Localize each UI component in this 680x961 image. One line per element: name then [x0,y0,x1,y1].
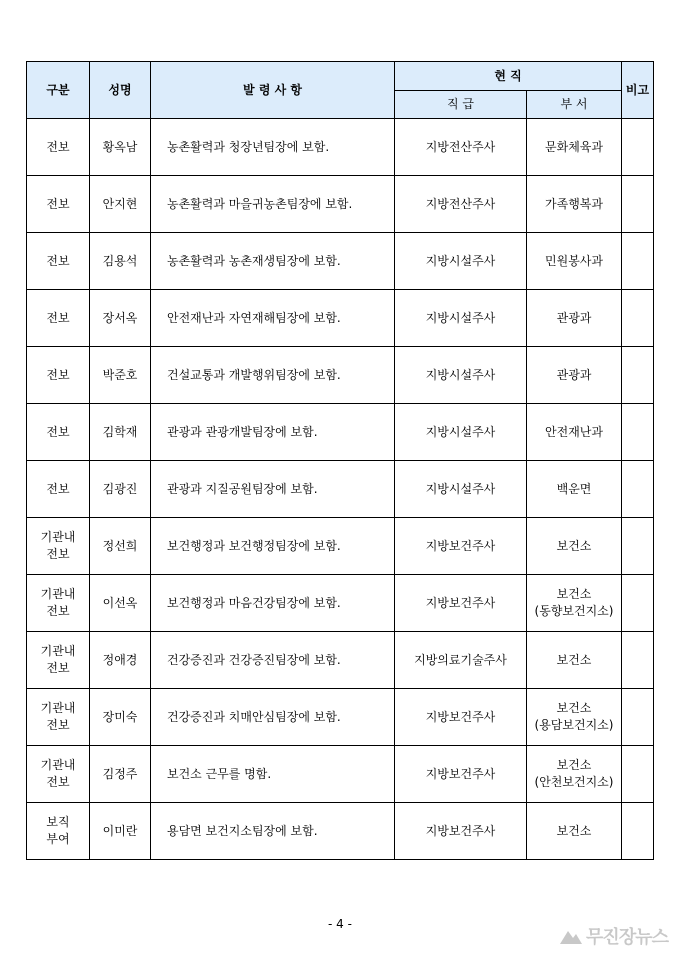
mountain-logo-icon [560,927,582,945]
rank-cell: 지방보건주사 [395,518,527,575]
table-row [27,746,654,803]
table-row [27,632,654,689]
name-cell: 김학재 [90,404,151,461]
order-cell: 용담면 보건지소팀장에 보함. [151,803,395,860]
rank-cell: 지방보건주사 [395,575,527,632]
rank-cell: 지방의료기술주사 [395,632,527,689]
name-cell: 안지현 [90,176,151,233]
category-line: 전보 [46,139,70,154]
category-line: 기관내 [40,758,76,772]
category-line: 전보 [46,547,70,561]
rank-cell: 지방시설주사 [395,461,527,518]
note-cell [622,461,654,518]
dept-line: (안천보건지소) [534,775,614,789]
note-cell [622,689,654,746]
table-row [27,176,654,233]
rank-cell: 지방시설주사 [395,404,527,461]
category-cell [27,803,90,860]
note-cell [622,290,654,347]
category-line: 전보 [46,481,70,496]
note-cell [622,575,654,632]
dept-line: 보건소 [556,652,592,667]
header-current: 현 직 [395,62,622,91]
note-cell [622,803,654,860]
table-row [27,119,654,176]
note-cell [622,347,654,404]
table-row [27,518,654,575]
note-cell [622,518,654,575]
dept-cell [527,518,622,575]
category-line: 보직 [46,815,70,829]
order-cell: 건강증진과 건강증진팀장에 보함. [151,632,395,689]
header-name: 성명 [90,62,151,119]
watermark-text: 무진장뉴스 [586,927,668,948]
dept-line: 민원봉사과 [545,253,603,268]
name-cell: 장서옥 [90,290,151,347]
table-row [27,290,654,347]
table-row [27,575,654,632]
category-cell [27,119,90,176]
category-line: 전보 [46,775,70,789]
header-rank: 직 급 [395,91,527,119]
category-cell [27,176,90,233]
category-cell [27,461,90,518]
dept-line: 보건소 [556,538,592,553]
watermark [560,923,668,949]
dept-line: 보건소 [556,701,592,715]
dept-cell [527,461,622,518]
rank-cell: 지방전산주사 [395,176,527,233]
dept-cell [527,803,622,860]
table-row [27,803,654,860]
header-category: 구분 [27,62,90,119]
rank-cell: 지방전산주사 [395,119,527,176]
order-cell: 건강증진과 치매안심팀장에 보함. [151,689,395,746]
name-cell: 정선희 [90,518,151,575]
note-cell [622,404,654,461]
dept-cell [527,233,622,290]
note-cell [622,176,654,233]
dept-line: (동향보건지소) [534,604,614,618]
category-line: 전보 [46,661,70,675]
category-line: 기관내 [40,644,76,658]
order-cell: 보건행정과 마음건강팀장에 보함. [151,575,395,632]
dept-line: 가족행복과 [545,196,603,211]
category-line: 기관내 [40,587,76,601]
dept-line: 문화체육과 [545,139,603,154]
name-cell: 박준호 [90,347,151,404]
dept-line: 안전재난과 [545,424,603,439]
name-cell: 황옥남 [90,119,151,176]
header-dept: 부 서 [527,91,622,119]
order-cell: 건설교통과 개발행위팀장에 보함. [151,347,395,404]
table-row [27,347,654,404]
dept-line: 관광과 [556,310,592,325]
category-line: 전보 [46,253,70,268]
dept-cell [527,575,622,632]
table-row [27,689,654,746]
category-cell [27,689,90,746]
category-cell [27,746,90,803]
rank-cell: 지방시설주사 [395,233,527,290]
order-cell: 안전재난과 자연재해팀장에 보함. [151,290,395,347]
order-cell: 관광과 지질공원팀장에 보함. [151,461,395,518]
dept-line: 백운면 [556,481,592,496]
category-line: 부여 [46,832,70,846]
dept-line: 보건소 [556,587,592,601]
category-line: 전보 [46,310,70,325]
name-cell: 정애경 [90,632,151,689]
order-cell: 보건소 근무를 명함. [151,746,395,803]
table-row [27,461,654,518]
category-cell [27,347,90,404]
category-cell [27,632,90,689]
dept-cell [527,119,622,176]
dept-cell [527,746,622,803]
name-cell: 이선옥 [90,575,151,632]
order-cell: 농촌활력과 청장년팀장에 보함. [151,119,395,176]
dept-cell [527,347,622,404]
name-cell: 장미숙 [90,689,151,746]
note-cell [622,746,654,803]
table-row [27,233,654,290]
name-cell: 김정주 [90,746,151,803]
dept-line: (용담보건지소) [534,718,614,732]
category-cell [27,575,90,632]
category-cell [27,233,90,290]
rank-cell: 지방보건주사 [395,689,527,746]
category-line: 전보 [46,367,70,382]
category-cell [27,518,90,575]
header-note: 비고 [622,62,654,119]
rank-cell: 지방시설주사 [395,347,527,404]
dept-line: 보건소 [556,758,592,772]
category-line: 기관내 [40,530,76,544]
category-line: 전보 [46,604,70,618]
name-cell: 이미란 [90,803,151,860]
category-line: 기관내 [40,701,76,715]
table-row [27,404,654,461]
note-cell [622,632,654,689]
dept-cell [527,689,622,746]
note-cell [622,119,654,176]
dept-cell [527,404,622,461]
dept-cell [527,176,622,233]
rank-cell: 지방시설주사 [395,290,527,347]
rank-cell: 지방보건주사 [395,746,527,803]
category-cell [27,404,90,461]
order-cell: 농촌활력과 농촌재생팀장에 보함. [151,233,395,290]
page-number: - 4 - [328,917,352,931]
category-line: 전보 [46,196,70,211]
personnel-table [26,61,654,860]
dept-line: 관광과 [556,367,592,382]
name-cell: 김광진 [90,461,151,518]
dept-cell [527,290,622,347]
category-cell [27,290,90,347]
order-cell: 관광과 관광개발팀장에 보함. [151,404,395,461]
name-cell: 김용석 [90,233,151,290]
header-order: 발 령 사 항 [151,62,395,119]
order-cell: 보건행정과 보건행정팀장에 보함. [151,518,395,575]
note-cell [622,233,654,290]
rank-cell: 지방보건주사 [395,803,527,860]
dept-cell [527,632,622,689]
order-cell: 농촌활력과 마을귀농촌팀장에 보함. [151,176,395,233]
dept-line: 보건소 [556,823,592,838]
category-line: 전보 [46,718,70,732]
category-line: 전보 [46,424,70,439]
